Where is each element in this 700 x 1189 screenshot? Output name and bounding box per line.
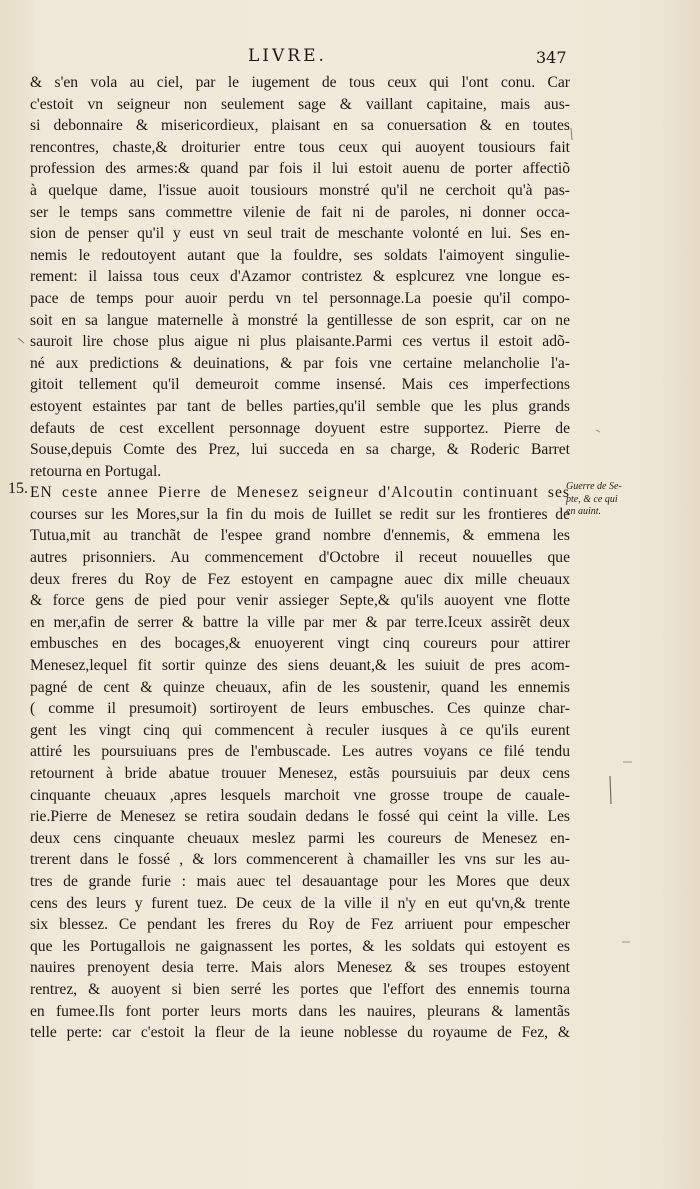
text-line: six blessez. Ce pendant les freres du Roy de Fez arriuent pour empescher	[30, 916, 570, 934]
text-line: Tutua,mit au tranchãt de l'espee grand nombre d'ennemis, & emmena les	[30, 527, 570, 545]
text-line: rement: il laissa tous ceux d'Azamor contristez & esplcurez vne longue es-	[30, 268, 570, 286]
text-line: nemis le redoutoyent autant que la fouldre, ses soldats l'aimoyent singulie-	[30, 246, 570, 264]
marginal-note-line: Guerre de Se-	[566, 481, 622, 492]
paragraph-end-line: retourna en Portugal.	[30, 462, 162, 480]
text-line: en mer,afin de serrer & battre la ville par mer & par terre.Iceux assirẽt deux	[30, 613, 570, 631]
ink-mark	[596, 430, 600, 432]
text-line: rentrez, & auoyent si bien serré les portes que l'effort des ennemis tourna	[30, 980, 570, 998]
paragraph-start-line: EN ceste annee Pierre de Menesez seigneur d'Alcoutin continuant ses	[30, 484, 570, 502]
text-line: nauires prenoyent desia terre. Mais alors Menesez & ses troupes estoyent	[30, 959, 570, 977]
page-header	[0, 46, 700, 70]
text-line: courses sur les Mores,sur la fin du mois de Iuillet se redit sur les frontieres de	[30, 505, 570, 523]
text-line: rie.Pierre de Menesez se retira soudain dedans le fossé qui ceint la ville. Les	[30, 808, 570, 826]
text-line: embusches en des bocages,& enuoyerent vingt cinq coureurs pour attirer	[30, 635, 570, 653]
marginal-note-line: en auint.	[566, 506, 601, 517]
section-number: 15.	[8, 480, 28, 497]
text-line: rencontres, chaste,& droiturier entre tous ceux qui auoyent tousiours fait	[30, 138, 570, 156]
text-line: si debonnaire & misericordieux, plaisant en sa conuersation & en toutes	[30, 117, 570, 135]
running-title: LIVRE.	[248, 46, 327, 66]
text-line: sauroit lire chose plus aigue ni plus plaisante.Parmi ces vertus il estoit adõ-	[30, 333, 570, 351]
text-line: que les Portugallois ne gaignassent les portes, & les soldats qui estoyent es	[30, 937, 570, 955]
text-line: né aux predictions & deuinations, & par fois vne certaine melancholie l'a-	[30, 354, 570, 372]
text-line: Menesez,lequel fit sortir quinze des siens deuant,& les suiuit de pres acom-	[30, 657, 570, 675]
text-line: à quelque dame, l'issue auoit tousiours monstré qu'il ne cerchoit qu'à pas-	[30, 181, 570, 199]
text-line: soit en sa langue maternelle à monstré la gentillesse de son esprit, car on ne	[30, 311, 570, 329]
ink-mark	[571, 128, 572, 140]
text-line: attiré les poursuiuans pres de l'embuscade. Les autres voyans ce filé tendu	[30, 743, 570, 761]
text-line: profession des armes:& quand par fois il lui estoit auenu de porter affectiõ	[30, 160, 570, 178]
marginal-note-line: pte, & ce qui	[566, 493, 618, 505]
text-line: estoyent estaintes par tant de belles parties,qu'il semble que les plus grands	[30, 397, 570, 415]
text-line: cens des leurs y furent tuez. De ceux de la ville il n'y en eut qu'vn,& trente	[30, 894, 570, 912]
ink-mark	[610, 776, 611, 804]
text-line: cinquante cheuaux ,apres lesquels marchoit vne grosse troupe de cauale-	[30, 786, 570, 804]
text-line: & force gens de pied pour venir assieger Septe,& qu'ils auoyent vne flotte	[30, 592, 570, 610]
text-line: deux cens cinquante cheuaux meslez parmi les coureurs de Menesez en-	[30, 829, 570, 847]
text-line: gent les vingt cinq qui commencent à reculer iusques à ce qu'ils eurent	[30, 721, 570, 739]
page-number: 347	[536, 48, 567, 67]
text-line: Souse,depuis Comte des Prez, lui succeda en sa charge, & Roderic Barret	[30, 441, 570, 459]
ink-mark	[18, 338, 24, 343]
text-line: autres prisonniers. Au commencement d'Octobre il receut nouuelles que	[30, 549, 570, 567]
text-line: telle perte: car c'estoit la fleur de la ieune noblesse du royaume de Fez, &	[30, 1024, 570, 1042]
text-line: defauts de cest excellent personnage doyuent estre supportez. Pierre de	[30, 419, 570, 437]
text-line: en fumee.Ils font porter leurs morts dans les nauires, pleurans & lamentãs	[30, 1002, 570, 1020]
text-line: trerent dans le fossé , & lors commencerent à chamailler les vns sur les au-	[30, 851, 570, 869]
text-line: ser le temps sans commettre vilenie de fait ni de paroles, ni donner occa-	[30, 203, 570, 221]
text-line: pagné de cent & quinze cheuaux, afin de les soustenir, quand les ennemis	[30, 678, 570, 696]
text-line: sion de penser qu'il y eust vn seul trait de meschante volonté en lui. Ses en-	[30, 225, 570, 243]
text-line: c'estoit vn seigneur non seulement sage & vaillant capitaine, mais aus-	[30, 95, 570, 113]
text-line: gitoit tellement qu'il demeuroit comme insensé. Mais ces imperfections	[30, 376, 570, 394]
text-line: deux freres du Roy de Fez estoyent en campagne auec dix mille cheuaux	[30, 570, 570, 588]
text-line: pace de temps pour auoir perdu vn tel personnage.La poesie qu'il compo-	[30, 289, 570, 307]
marginal-note	[566, 481, 646, 519]
text-line: ( comme il presumoit) sortiroyent de leurs embusches. Ces quinze char-	[30, 700, 570, 718]
body-text	[30, 72, 570, 1044]
text-line: retournent à bride abatue trouuer Menesez, estãs poursuiuis par deux cens	[30, 765, 570, 782]
text-line: & s'en vola au ciel, par le iugement de tous ceux qui l'ont conu. Car	[30, 74, 570, 91]
text-line: tres de grande furie : mais auec tel desauantage pour les Mores que deux	[30, 872, 570, 890]
